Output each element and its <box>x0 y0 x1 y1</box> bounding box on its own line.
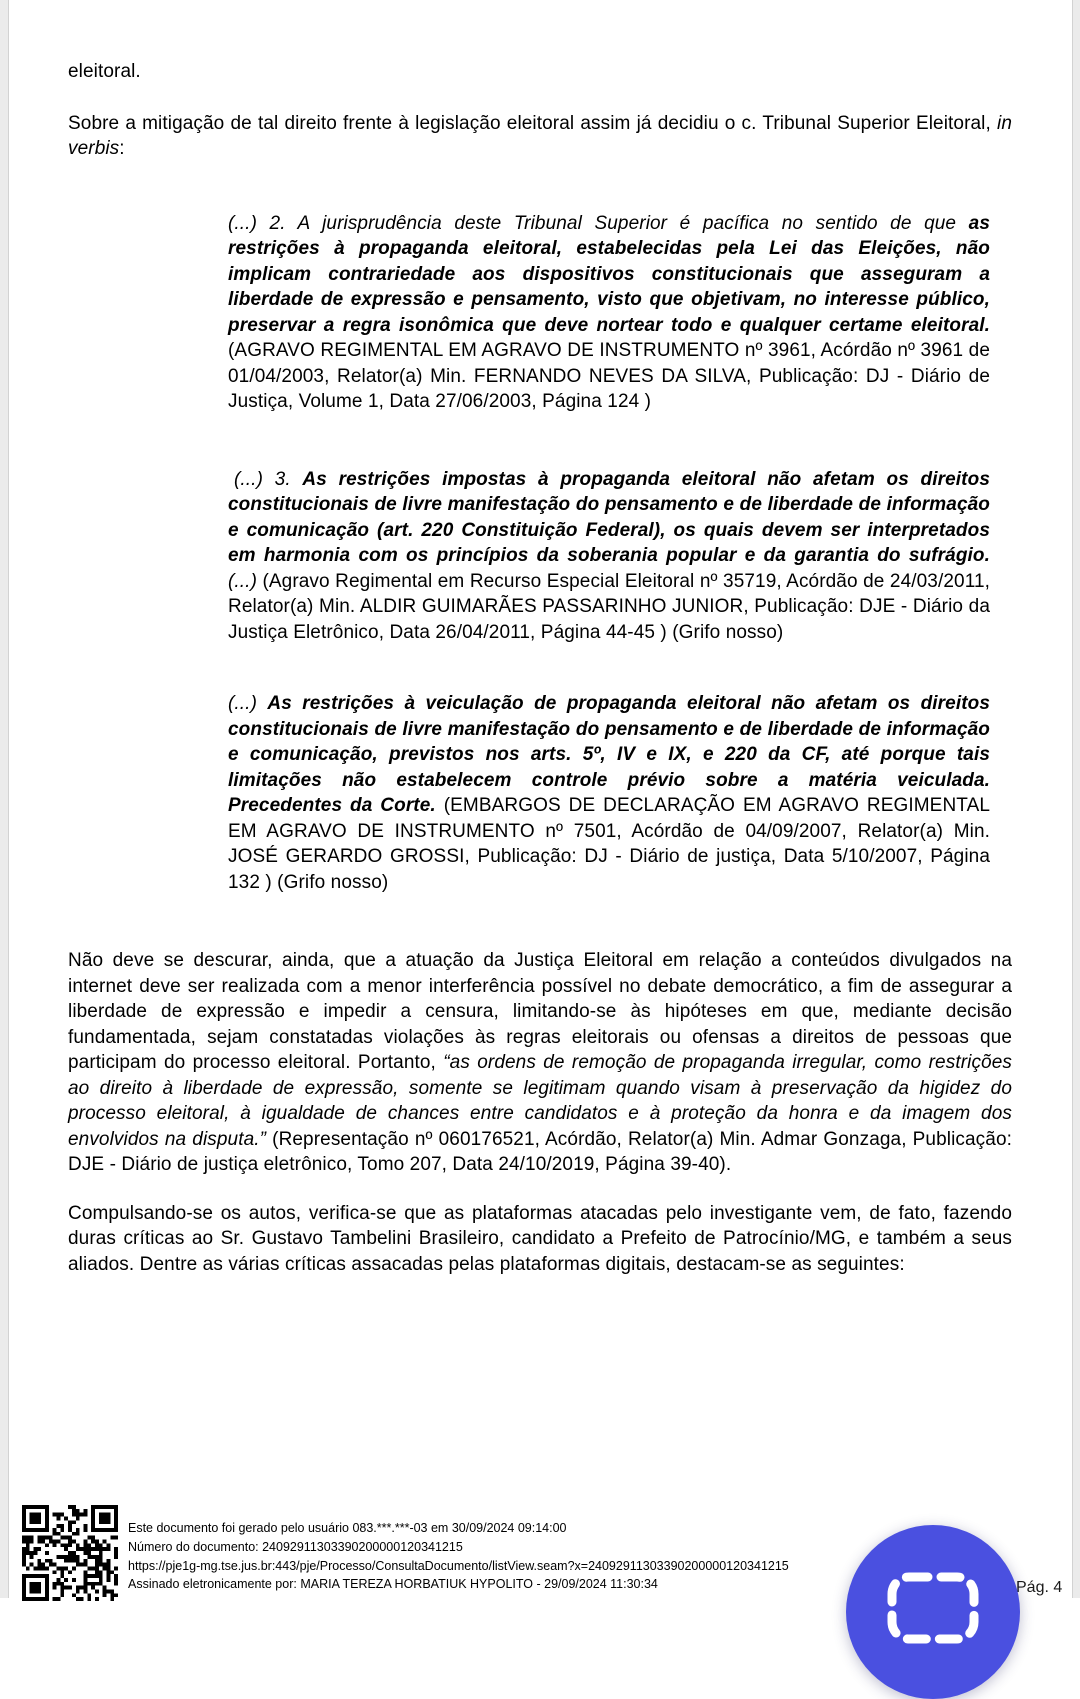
paragraph-citation: (Representação nº 060176521, Acórdão, Relator(a) Min. Admar Gonzaga, Publicação: DJE - Diário de justiça eletrônico, Tomo 207, Data 24/10/2019, Página 39-40). <box>68 1128 1012 1175</box>
page-left-margin-strip <box>0 0 9 1598</box>
quote-citation: (Agravo Regimental em Recurso Especial Eleitoral nº 35719, Acórdão de 24/03/2011, Relator(a) Min. ALDIR GUIMARÃES PASSARINHO JUNIOR, Publicação: DJE - Diário da Justiça Eletrônico, Data 26/04/2011, Página 44-45 ) (Grifo nosso) <box>228 570 990 643</box>
quote-emphasis: as restrições à propaganda eleitoral, estabelecidas pela Lei das Eleições, não implicam contrariedade aos dispositivos constitucionais que asseguram a liberdade de expressão e pensamento, visto que objetivam, no interesse público, preservar a regra isonômica que deve nortear todo e qualquer certame eleitoral. <box>228 212 990 336</box>
qr-code <box>22 1505 118 1601</box>
footer-signed-line: Assinado eletronicamente por: MARIA TEREZA HORBATIUK HYPOLITO - 29/09/2024 11:30:34 <box>128 1577 658 1592</box>
quote-citation: (AGRAVO REGIMENTAL EM AGRAVO DE INSTRUMENTO nº 3961, Acórdão nº 3961 de 01/04/2003, Relator(a) Min. FERNANDO NEVES DA SILVA, Publicação: DJ - Diário de Justiça, Volume 1, Data 27/06/2003, Página 124 ) <box>228 340 990 412</box>
page-right-margin-strip <box>1072 0 1080 1598</box>
footer-document-number-line: Número do documento: 24092911303390200000120341215 <box>128 1539 463 1554</box>
quote-lead: (...) 2. A jurisprudência deste Tribunal Superior é pacífica no sentido de que <box>228 212 969 234</box>
blockquote-tse-2 <box>228 467 990 646</box>
quote-lead: (...) 3. <box>234 468 303 490</box>
inline-quote: “as ordens de remoção de propaganda irregular, como restrições ao direito à liberdade de expressão, somente se legitimam quando visam à preservação da higidez do processo eleitoral, à igualdade de chances entre candidatos e à proteção da honra e da imagem dos envolvidos na disputa.” <box>68 1052 1012 1150</box>
paragraph-text: Sobre a mitigação de tal direito frente à legislação eleitoral assim já decidiu o c. Tribunal Superior Eleitoral, <box>68 112 997 134</box>
footer-generated-line: Este documento foi gerado pelo usuário 083.***.***-03 em 30/09/2024 09:14:00 <box>128 1521 567 1535</box>
blockquote-tse-3 <box>228 691 990 895</box>
paragraph-text: Compulsando-se os autos, verifica-se que as plataformas atacadas pelo investigante vem, de fato, fazendo duras críticas ao Sr. Gustavo Tambelini Brasileiro, candidato a Prefeito de Patrocínio/MG, e também a seus aliados. Dentre as várias críticas assacadas pelas plataformas digitais, destacam-se as seguintes: <box>68 1202 1012 1275</box>
paragraph-debate <box>68 948 1012 1178</box>
latin-term: in verbis <box>68 112 1012 159</box>
document-body <box>68 59 1012 1277</box>
blockquote-tse-1 <box>228 211 990 415</box>
page-number-label: Pág. 4 <box>1016 1579 1063 1596</box>
quote-lead: (...) <box>228 693 268 714</box>
dashed-window-icon <box>878 1569 988 1659</box>
paragraph-text: eleitoral. <box>68 61 141 82</box>
paragraph-text: : <box>119 138 125 159</box>
quote-ellipsis: (...) <box>228 570 263 592</box>
quote-emphasis: As restrições impostas à propaganda eleitoral não afetam os direitos constitucionais de livre manifestação do pensamento e de liberdade de informação e comunicação (art. 220 Constituição Federal), os quais devem ser interpretados em harmonia com os princípios da soberania popular e da garantia do sufrágio. <box>228 468 990 566</box>
document-footer <box>128 1519 828 1594</box>
quote-citation: (EMBARGOS DE DECLARAÇÃO EM AGRAVO REGIMENTAL EM AGRAVO DE INSTRUMENTO nº 7501, Acórdão de 04/09/2007, Relator(a) Min. JOSÉ GERARDO GROSSI, Publicação: DJ - Diário de justiça, Data 5/10/2007, Página 132 ) (Grifo nosso) <box>228 795 991 893</box>
footer-url-line: https://pje1g-mg.tse.jus.br:443/pje/Processo/ConsultaDocumento/listView.seam?x=24092911303390200000120341215 <box>128 1558 789 1573</box>
paragraph-eleitoral <box>68 59 1012 85</box>
paragraph-final <box>68 1201 1012 1278</box>
quote-emphasis: As restrições à veiculação de propaganda eleitoral não afetam os direitos constitucionais de livre manifestação do pensamento e de liberdade de informação e comunicação, previstos nos arts. 5º, IV e IX, e 220 da CF, até porque tais limitações não estabelecem controle prévio sobre a matéria veiculada. Precedentes da Corte. <box>228 693 991 816</box>
paragraph-intro <box>68 111 1012 162</box>
floating-widget-button[interactable] <box>846 1525 1020 1699</box>
paragraph-text: Não deve se descurar, ainda, que a atuação da Justiça Eleitoral em relação a conteúdos divulgados na internet deve ser realizada com a menor interferência possível no debate democrático, a fim de assegurar a liberdade de expressão e impedir a censura, limitando-se às hipóteses em que, mediante decisão fundamentada, sejam constatadas violações às regras eleitorais ou ofensas a direitos de pessoas que participam do processo eleitoral. Portanto, <box>68 950 1012 1073</box>
